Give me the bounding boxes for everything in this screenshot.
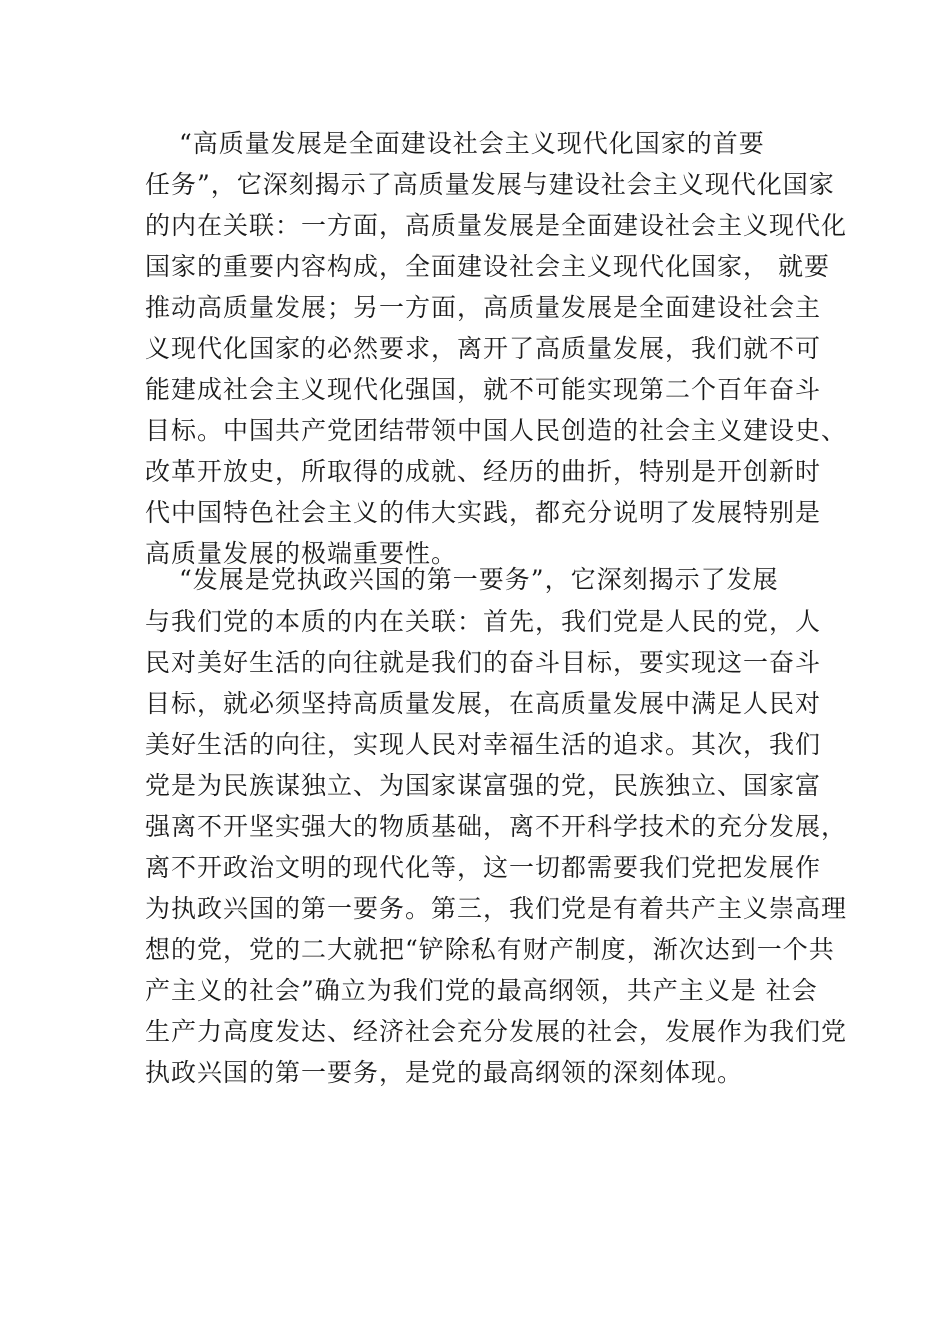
paragraph-line: 改革开放史，所取得的成就、经历的曲折，特别是开创新时: [145, 457, 822, 486]
paragraph-line: 强离不开坚实强大的物质基础，离不开科学技术的充分发展，: [145, 812, 848, 841]
paragraph-line: 生产力高度发达、经济社会充分发展的社会，发展作为我们党: [145, 1017, 848, 1046]
paragraph-line: 产主义的社会”确立为我们党的最高纲领，共产主义是 社会: [145, 976, 818, 1005]
paragraph-line: 高质量发展的极端重要性。: [145, 539, 458, 568]
paragraph-line: 执政兴国的第一要务，是党的最高纲领的深刻体现。: [145, 1058, 744, 1087]
paragraph-line: 代中国特色社会主义的伟大实践，都充分说明了发展特别是: [145, 498, 822, 527]
paragraph-line: “高质量发展是全面建设社会主义现代化国家的首要: [179, 129, 765, 158]
paragraph-line: 为执政兴国的第一要务。第三，我们党是有着共产主义崇高理: [145, 894, 848, 923]
paragraph-line: 党是为民族谋独立、为国家谋富强的党，民族独立、国家富: [145, 771, 822, 800]
paragraph-line: “发展是党执政兴国的第一要务”，它深刻揭示了发展: [179, 565, 779, 594]
paragraph-line: 与我们党的本质的内在关联：首先，我们党是人民的党，人: [145, 607, 822, 636]
paragraph-line: 目标。中国共产党团结带领中国人民创造的社会主义建设史、: [145, 416, 848, 445]
paragraph-line: 推动高质量发展；另一方面，高质量发展是全面建设社会主: [145, 293, 822, 322]
paragraph-line: 义现代化国家的必然要求，离开了高质量发展，我们就不可: [145, 334, 822, 363]
paragraph-line: 民对美好生活的向往就是我们的奋斗目标，要实现这一奋斗: [145, 648, 822, 677]
paragraph-line: 美好生活的向往，实现人民对幸福生活的追求。其次，我们: [145, 730, 822, 759]
paragraph-line: 的内在关联：一方面，高质量发展是全面建设社会主义现代化: [145, 211, 848, 240]
paragraph-line: 目标，就必须坚持高质量发展，在高质量发展中满足人民对: [145, 689, 822, 718]
paragraph-line: 任务”，它深刻揭示了高质量发展与建设社会主义现代化国家: [145, 170, 835, 199]
paragraph-line: 能建成社会主义现代化强国，就不可能实现第二个百年奋斗: [145, 375, 822, 404]
paragraph-line: 想的党，党的二大就把“铲除私有财产制度，渐次达到一个共: [145, 935, 835, 964]
paragraph-line: 国家的重要内容构成，全面建设社会主义现代化国家， 就要: [145, 252, 830, 281]
paragraph-line: 离不开政治文明的现代化等，这一切都需要我们党把发展作: [145, 853, 822, 882]
